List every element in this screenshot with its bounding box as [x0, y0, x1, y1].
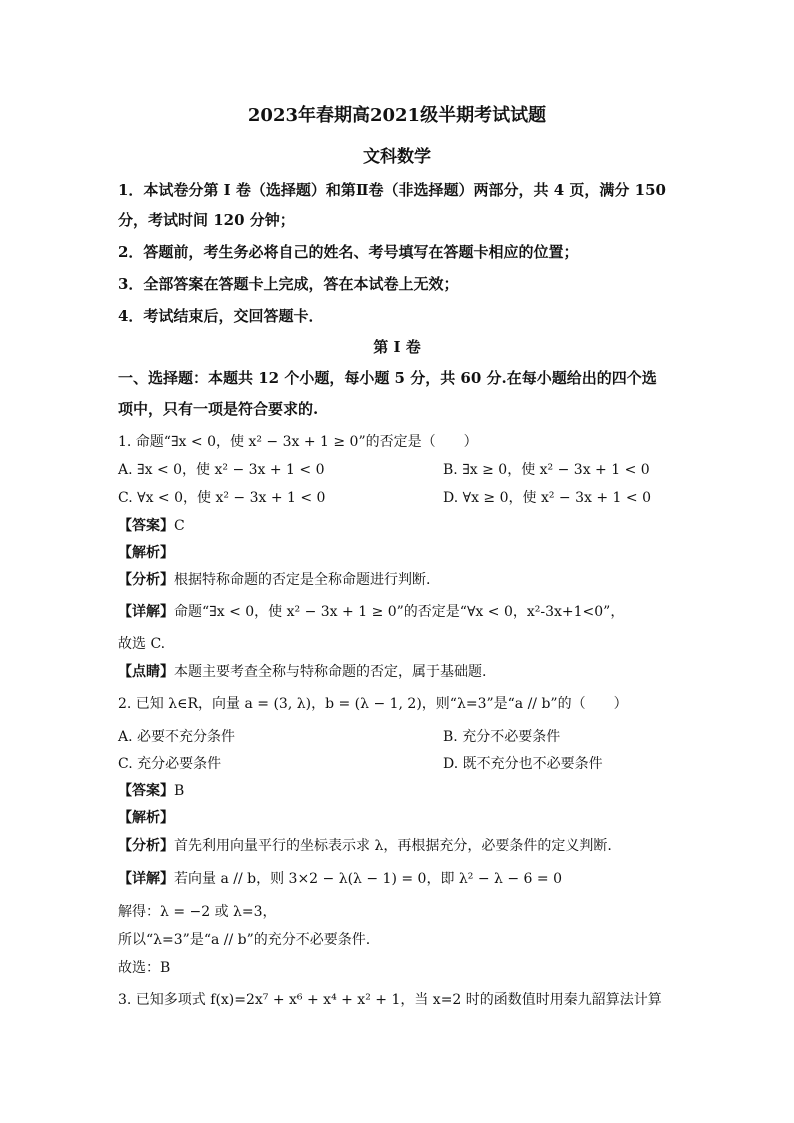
page-subtitle: 文科数学: [363, 147, 431, 167]
option-b: B. ∃x ≥ 0，使 x² − 3x + 1 < 0: [443, 462, 650, 478]
fenxi-line: [118, 570, 430, 590]
answer-value: C: [174, 518, 185, 534]
dianjing-text: 本题主要考查全称与特称命题的否定，属于基础题.: [174, 664, 487, 680]
fenxi-text: 根据特称命题的否定是全称命题进行判断.: [174, 572, 431, 588]
option-b: B. 充分不必要条件: [443, 729, 561, 745]
option-c: C. ∀x < 0，使 x² − 3x + 1 < 0: [118, 490, 326, 506]
xiangjie-text: 若向量 a // b，则 3×2 − λ(λ − 1) = 0，即 λ² − λ − 6 = 0: [174, 871, 562, 887]
fenxi-tag: 【分析】: [118, 838, 174, 854]
dianjing-tag: 【点睛】: [118, 664, 174, 680]
option-a: A. 必要不充分条件: [118, 729, 236, 745]
question-stem: 2. 已知 λ∈R，向量 a = (3, λ)，b = (λ − 1, 2)，则“λ=3”是“a // b”的（ ）: [118, 696, 628, 712]
section-heading: 项中，只有一项是符合要求的.: [118, 400, 319, 418]
xiangjie-line: [118, 869, 562, 889]
option-c: C. 充分必要条件: [118, 756, 222, 772]
analysis-tag: 【解析】: [118, 545, 174, 561]
xiangjie-text: 命题“∃x < 0，使 x² − 3x + 1 ≥ 0”的否定是“∀x < 0，x²-3x+1<0”，: [174, 604, 625, 620]
question-stem: 1. 命题“∃x < 0，使 x² − 3x + 1 ≥ 0”的否定是（ ）: [118, 434, 478, 450]
fenxi-line: [118, 836, 612, 856]
conclusion-line: 故选 C.: [118, 636, 166, 652]
note-line: 1．本试卷分第 I 卷（选择题）和第Ⅱ卷（非选择题）两部分，共 4 页，满分 150: [118, 181, 666, 199]
page-title: 2023年春期高2021级半期考试试题: [247, 105, 547, 126]
answer-line: [118, 781, 184, 801]
conclusion-line: 故选：B: [118, 960, 171, 976]
option-d: D. ∀x ≥ 0，使 x² − 3x + 1 < 0: [443, 490, 651, 506]
part-heading: 第 I 卷: [373, 338, 421, 356]
dianjing-line: [118, 662, 486, 682]
option-d: D. 既不充分也不必要条件: [443, 756, 603, 772]
section-heading: 一、选择题：本题共 12 个小题，每小题 5 分，共 60 分.在每小题给出的四个选: [118, 369, 657, 387]
xiangjie-line: [118, 602, 624, 622]
answer-tag: 【答案】: [118, 783, 174, 799]
answer-value: B: [174, 783, 185, 799]
note-line: 3．全部答案在答题卡上完成，答在本试卷上无效；: [118, 275, 459, 293]
note-line: 分，考试时间 120 分钟；: [118, 211, 295, 229]
question-stem: 3. 已知多项式 f(x)=2x⁷ + x⁶ + x⁴ + x² + 1，当 x=2 时的函数值时用秦九韶算法计算: [118, 992, 662, 1008]
analysis-tag: 【解析】: [118, 810, 174, 826]
so-line: 所以“λ=3”是“a // b”的充分不必要条件.: [118, 932, 371, 948]
solve-line: 解得：λ = −2 或 λ=3，: [118, 904, 277, 920]
option-a: A. ∃x < 0，使 x² − 3x + 1 < 0: [118, 462, 325, 478]
answer-tag: 【答案】: [118, 518, 174, 534]
fenxi-tag: 【分析】: [118, 572, 174, 588]
note-line: 2．答题前，考生务必将自己的姓名、考号填写在答题卡相应的位置；: [118, 243, 579, 261]
xiangjie-tag: 【详解】: [118, 871, 174, 887]
note-line: 4．考试结束后，交回答题卡．: [118, 307, 324, 325]
answer-line: [118, 516, 185, 536]
fenxi-text: 首先利用向量平行的坐标表示求 λ，再根据充分，必要条件的定义判断.: [174, 838, 612, 854]
xiangjie-tag: 【详解】: [118, 604, 174, 620]
